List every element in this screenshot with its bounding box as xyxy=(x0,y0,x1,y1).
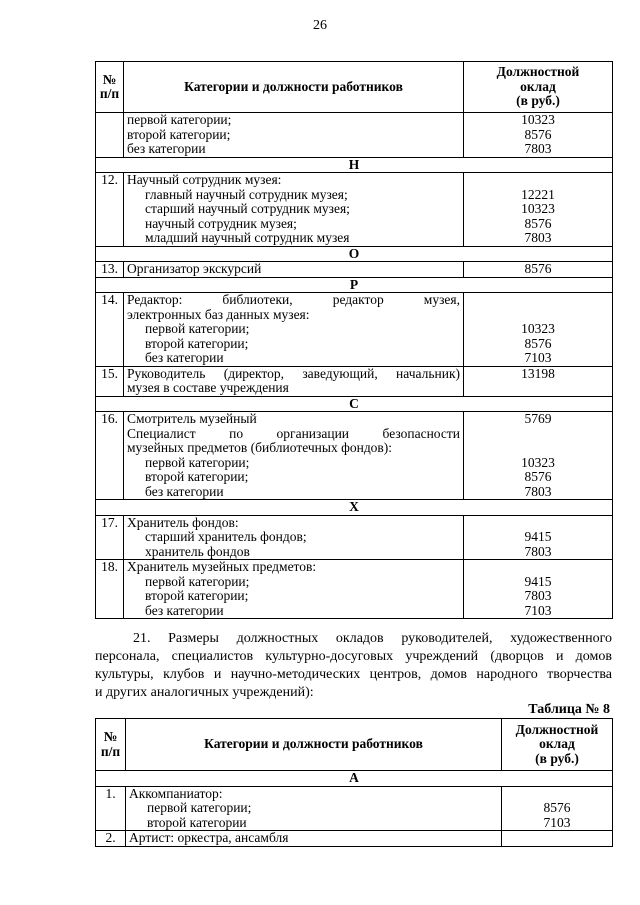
row-label: второй категории; xyxy=(145,335,249,351)
row-subtitle-cont: музейных предметов (библиотечных фондов): xyxy=(127,440,393,455)
row-subtitle: Специалист по организации безопасности xyxy=(127,425,460,441)
row-salary: 7803 xyxy=(524,543,552,559)
table-row xyxy=(96,515,613,560)
row-salary: 8576 xyxy=(464,262,613,278)
row-label: второй категории; xyxy=(145,588,249,603)
row-title: Хранитель музейных предметов: xyxy=(127,559,317,574)
paragraph-line: и других аналогичных учреждений): xyxy=(95,685,314,700)
page-number: 26 xyxy=(313,18,327,33)
row-salary: 7803 xyxy=(524,588,552,603)
header-category: Категории и должности работников xyxy=(126,719,502,771)
header-salary-line1: Должностной xyxy=(496,64,580,80)
row-salary: 8576 xyxy=(543,800,571,815)
row-label: главный научный сотрудник музея; xyxy=(145,186,348,202)
row-number: 14. xyxy=(96,293,124,367)
section-letter: А xyxy=(96,771,613,787)
row-title-cont: электронных баз данных музея: xyxy=(127,306,310,322)
row-number: 1. xyxy=(96,786,126,831)
row-salary: 7103 xyxy=(524,602,552,618)
row-salary: 10323 xyxy=(521,112,555,127)
row-title: Редактор: библиотеки, редактор музея, xyxy=(127,292,460,307)
row-salary: 10323 xyxy=(521,201,555,216)
row-number: 18. xyxy=(96,560,124,619)
row-salary: 5769 xyxy=(524,411,552,426)
row-label: младший научный сотрудник музея xyxy=(145,230,350,245)
table-row xyxy=(96,831,613,847)
table-row xyxy=(96,262,613,278)
row-number: 16. xyxy=(96,412,124,500)
table-row xyxy=(96,560,613,619)
row-title: Аккомпаниатор: xyxy=(129,785,223,801)
table-row xyxy=(96,113,613,158)
row-salary: 9415 xyxy=(524,529,552,544)
row-label: первой категории; xyxy=(145,321,250,336)
row-salary: 8576 xyxy=(524,126,552,142)
row-label: без категории xyxy=(127,141,206,156)
section-letter: Р xyxy=(96,277,613,293)
header-salary xyxy=(502,719,613,771)
section-letter: Н xyxy=(96,157,613,173)
row-salary: 8576 xyxy=(524,469,552,484)
row-title: Организатор экскурсий xyxy=(124,262,464,278)
table-row xyxy=(96,786,613,831)
row-title: Артист: оркестра, ансамбля xyxy=(126,831,502,847)
table-8-label: Таблица № 8 xyxy=(528,702,610,717)
row-number: 2. xyxy=(96,831,126,847)
row-label: научный сотрудник музея; xyxy=(145,215,297,231)
paragraph-21 xyxy=(95,630,612,702)
row-salary: 7103 xyxy=(543,814,571,830)
row-label: первой категории; xyxy=(127,112,232,127)
table-row xyxy=(96,366,613,396)
section-letter: О xyxy=(96,246,613,262)
header-salary-line3: (в руб.) xyxy=(535,750,579,766)
header-salary-line1: Должностной xyxy=(515,721,599,737)
row-salary: 8576 xyxy=(524,335,552,351)
row-number: 12. xyxy=(96,173,124,247)
paragraph-line: 21. Размеры должностных окладов руководителей, художественного xyxy=(133,631,612,646)
row-label: второй категории; xyxy=(145,469,249,484)
section-letter: Х xyxy=(96,500,613,516)
row-number: 15. xyxy=(96,366,124,396)
row-label: первой категории; xyxy=(145,573,250,589)
row-salary: 8576 xyxy=(524,215,552,231)
row-number: 13. xyxy=(96,262,124,278)
salary-table-museum xyxy=(95,61,613,619)
row-title-cont: музея в составе учреждения xyxy=(127,380,289,395)
table-header-row xyxy=(96,719,613,771)
row-title: Научный сотрудник музея: xyxy=(127,172,282,187)
section-letter: С xyxy=(96,396,613,412)
row-title: Хранитель фондов: xyxy=(127,514,239,530)
section-row xyxy=(96,277,613,293)
section-row xyxy=(96,157,613,173)
section-row xyxy=(96,396,613,412)
salary-table-culture xyxy=(95,718,613,847)
section-row xyxy=(96,771,613,787)
row-salary: 9415 xyxy=(524,573,552,589)
paragraph-line: культуры, клубов и научно-методических центров, домов народного творчества xyxy=(95,667,612,682)
row-salary: 7103 xyxy=(524,350,552,365)
table-row xyxy=(96,173,613,247)
row-label: без категории xyxy=(145,483,224,499)
row-number: 17. xyxy=(96,515,124,560)
row-salary: 10323 xyxy=(521,454,555,470)
row-salary: 12221 xyxy=(521,186,555,202)
section-row xyxy=(96,246,613,262)
header-salary-line2: оклад xyxy=(539,736,575,752)
table-row xyxy=(96,412,613,500)
row-label: хранитель фондов xyxy=(145,543,250,559)
row-label: первой категории; xyxy=(145,454,250,470)
row-salary: 7803 xyxy=(524,230,552,245)
row-title: Смотритель музейный xyxy=(127,411,257,426)
header-salary-line2: оклад xyxy=(520,78,556,94)
row-salary: 7803 xyxy=(524,483,552,499)
row-salary: 7803 xyxy=(524,141,552,156)
header-num: № п/п xyxy=(96,719,126,771)
row-label: старший хранитель фондов; xyxy=(145,529,307,544)
table-header-row xyxy=(96,62,613,113)
header-salary-line3: (в руб.) xyxy=(516,93,560,109)
section-row xyxy=(96,500,613,516)
row-label: без категории xyxy=(145,602,224,618)
row-label: без категории xyxy=(145,350,224,365)
row-title: Руководитель (директор, заведующий, начальник) xyxy=(127,365,460,381)
row-salary: 13198 xyxy=(464,366,613,396)
row-label: второй категории; xyxy=(127,126,231,142)
header-salary xyxy=(464,62,613,113)
row-salary: 10323 xyxy=(521,321,555,336)
row-label: первой категории; xyxy=(147,800,252,815)
row-label: второй категории xyxy=(147,814,247,830)
paragraph-line: персонала, специалистов культурно-досуговых учреждений (дворцов и домов xyxy=(95,649,612,664)
header-category: Категории и должности работников xyxy=(124,62,464,113)
header-num: № п/п xyxy=(96,62,124,113)
row-label: старший научный сотрудник музея; xyxy=(145,201,350,216)
table-row xyxy=(96,293,613,367)
